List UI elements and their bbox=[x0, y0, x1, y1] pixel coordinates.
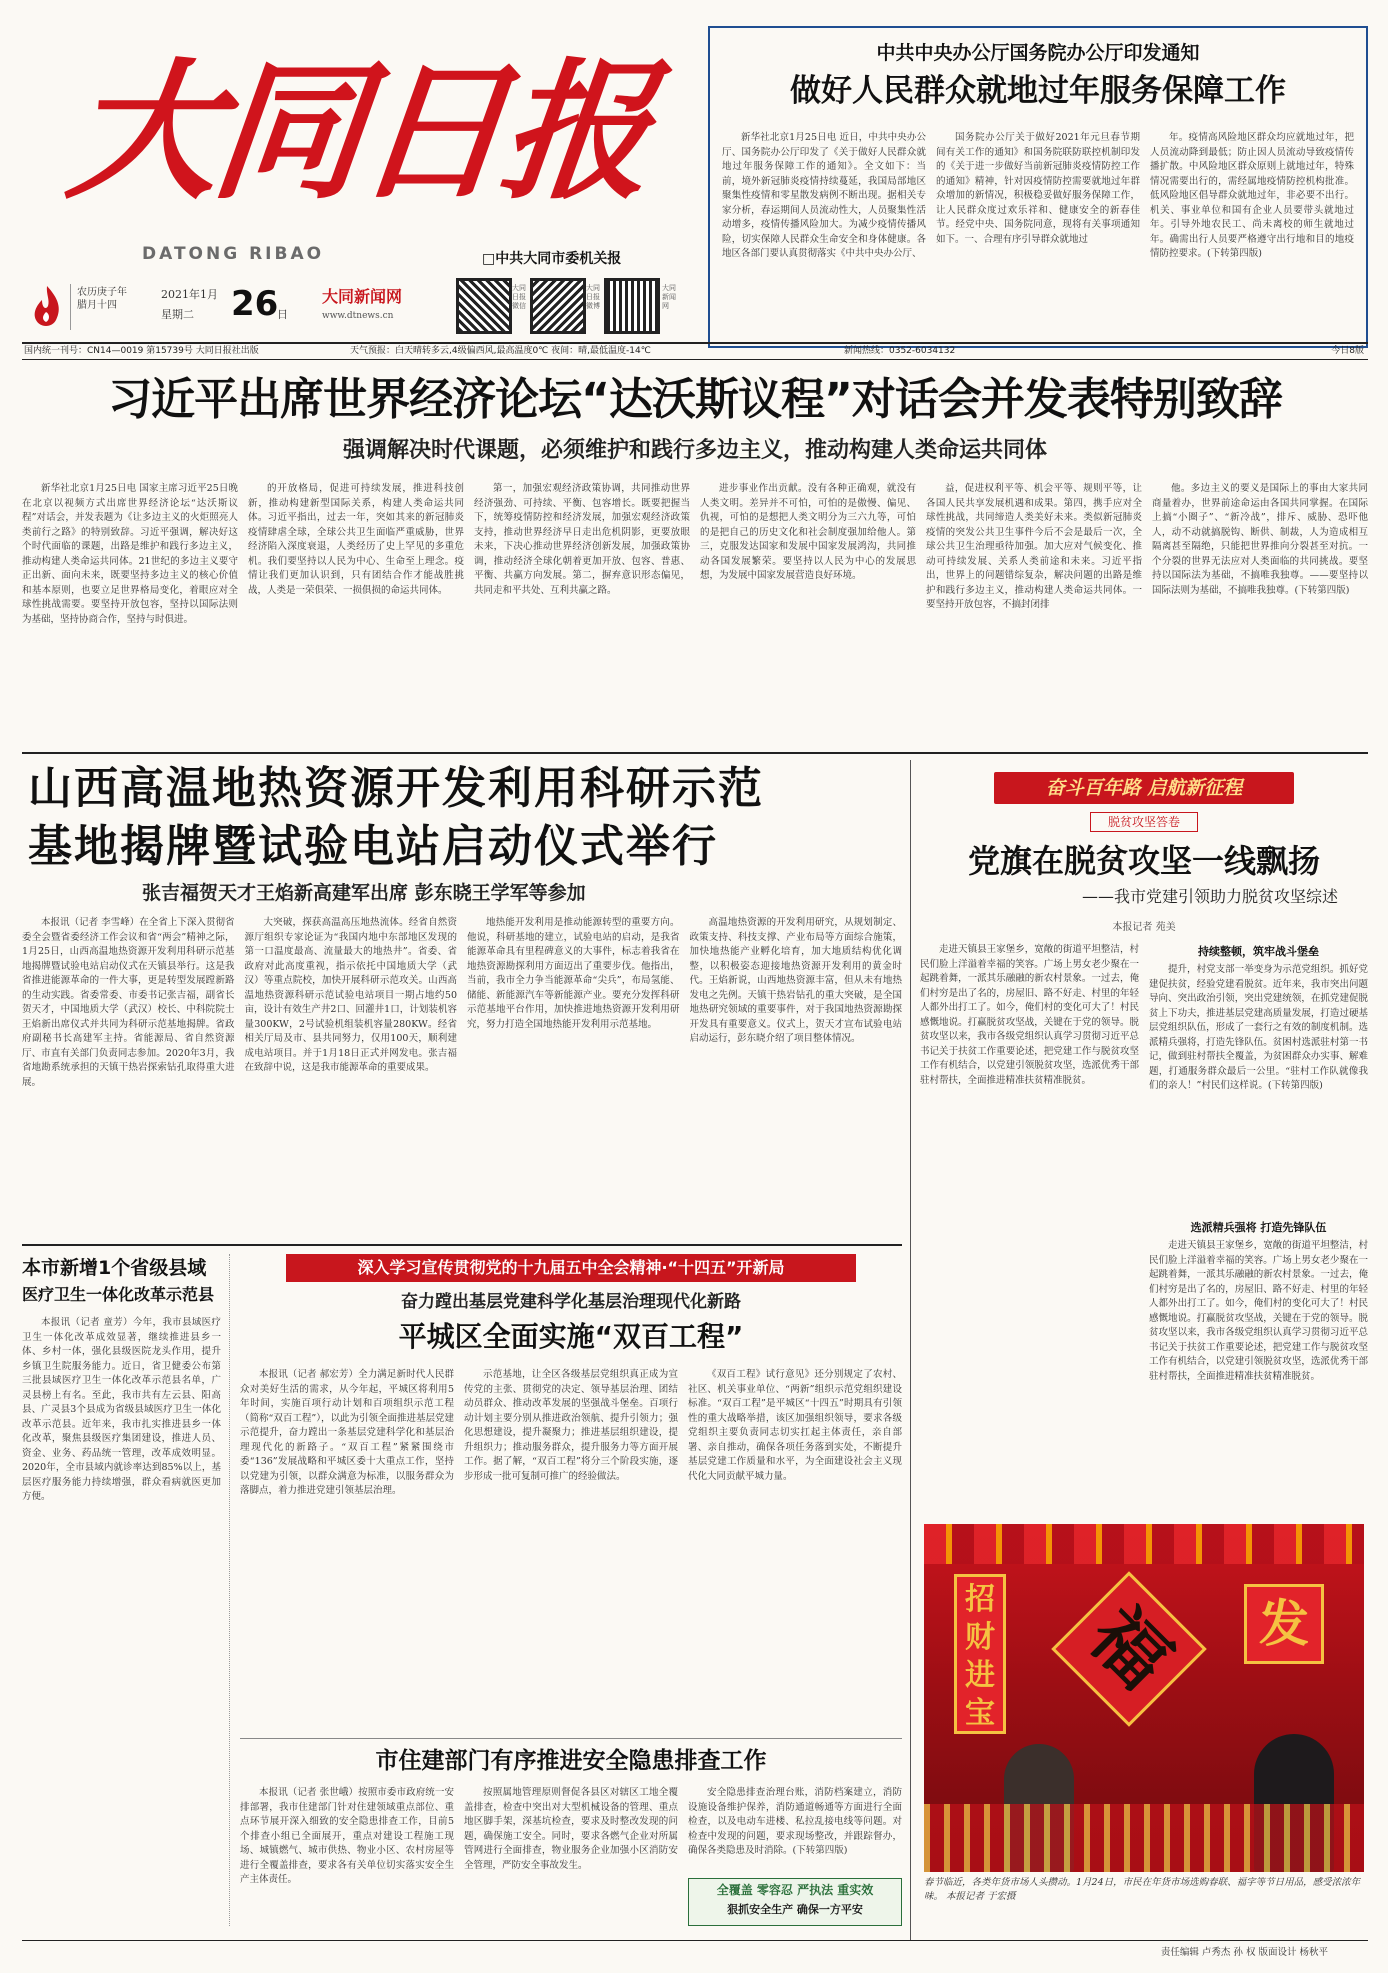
news-site-name: 大同新闻网 bbox=[322, 287, 403, 306]
weekday: 星期二 bbox=[161, 308, 194, 321]
divider-main bbox=[22, 752, 1368, 754]
poverty-section-1: 持续整顿，筑牢战斗堡垒 bbox=[1198, 945, 1319, 958]
poverty-tag: 脱贫攻坚答卷 bbox=[1090, 812, 1198, 832]
housing-col-1: 本报讯（记者 张世峨）按照市委市政府统一安排部署，我市住建部门针对住建领域重点部位、重点环节展开深入细致的安全隐患排查工作，目前5个排查小组已全面展开，重点对建设工程施工现场、城镇燃气、城市供热、物业小区、农村房屋等进行全覆盖排查，要求各有关单位切实落实安全生产主体责任。 bbox=[240, 1787, 454, 1885]
photo-sign-3: 发 bbox=[1244, 1584, 1324, 1664]
notice-col-3: 年。疫情高风险地区群众均应就地过年，把人员流动降到最低；防止因人员流动导致疫情传播扩散。中风险地区群众原则上就地过年，特殊情况需要出行的，需经属地疫情防控机构批准。低风险地区倡导群众就地过年，非必要不出行。机关、事业单位和国有企业人员要带头就地过年。引导外地农民工、尚未离校的师生就地过年。确需出行人员要严格遵守出行地和目的地疫情防控要求。(下转第四版) bbox=[1150, 132, 1354, 259]
housing-headline: 市住建部门有序推进安全隐患排查工作 bbox=[375, 1748, 767, 1774]
info-bar bbox=[22, 342, 1368, 360]
english-name: DATONG RIBAO bbox=[142, 244, 325, 264]
masthead-logo: 大同日报 bbox=[60, 44, 656, 220]
hotline: 新闻热线：0352-6034132 bbox=[844, 346, 956, 356]
lunar-date: 农历庚子年 腊月十四 bbox=[77, 287, 127, 311]
poverty-col-1: 走进天镇县王家堡乡，宽敞的街道平坦整洁，村民们脸上洋溢着幸福的笑容。广场上男女老少聚在一起跳着舞，一派其乐融融的新农村景象。一过去，俺们村穷是出了名的，房屋旧、路不好走、村里的年轻人都外出打工了。如今，俺们村的变化可大了！村民感慨地说。打赢脱贫攻坚战，关键在于党的领导。脱贫攻坚以来，我市各级党组织认真学习贯彻习近平总书记关于扶贫工作重要论述，把党建工作与脱贫攻坚工作有机结合，以党建引领脱贫攻坚，选派优秀干部驻村帮扶，全面推进精准扶贫精准脱贫。 bbox=[920, 944, 1139, 1086]
main-col-4: 进步事业作出贡献。没有各种正确观，就没有人类文明。差异并不可怕，可怕的是傲慢、偏见、仇视，可怕的是想把人类文明分为三六九等，可怕的是把自己的历史文化和社会制度强加给他人。第三，克服发达国家和发展中国家发展鸿沟，共同推动各国发展繁荣。要坚持以人民为中心的发展思想，为发展中国家发展营造良好环境。 bbox=[700, 483, 916, 581]
main-columns bbox=[22, 482, 1368, 698]
main-col-5: 益，促进权利平等、机会平等、规则平等，让各国人民共享发展机遇和成果。第四，携手应对全球性挑战，共同缔造人类美好未来。类似新冠肺炎疫情的突发公共卫生事件今后不会是最后一次，全球公共卫生治理亟待加强。加大应对气候变化、推动可持续发展、关系人类前途和未来。习近平指出，世界上的问题错综复杂，解决问题的出路是维护和践行多边主义，推动构建人类命运共同体。一要坚持开放包容，不搞封闭排 bbox=[926, 483, 1142, 610]
medical-story bbox=[22, 1254, 230, 1926]
issue-day-suffix: 日 bbox=[277, 308, 288, 321]
pingcheng-col-2: 示范基地，让全区各级基层党组织真正成为宣传党的主张、贯彻党的决定、领导基层治理、团结动员群众、推动改革发展的坚强战斗堡垒。百项行动计划主要分别从推进政治领航、提升引领力；强化思想建设，提升凝聚力；推进基层组织建设，提升组织力；推动服务群众，提升服务力等方面开展工作。据了解，“双百工程”将分三个阶段实施，逐步形成一批可复制可推广的经验做法。 bbox=[464, 1369, 678, 1482]
qr-code-2-icon bbox=[530, 278, 586, 334]
geothermal-col-4: 高温地热资源的开发利用研究，从规划制定、政策支持、科技支撑、产业布局等方面综合施策，加快地热能产业孵化培育，加大地质结构优化调整，以积极姿态迎接地热资源开发利用的黄金时代。王焰新说，山西地热资源丰富，但从未有地热发电之先例。天镇干热岩钻孔的重大突破，是全国地热研究领域的重要事件，对于我国地热资源勘探开发具有重要意义。仪式上，贺天才宣布试验电站启动运行，彭东晓介绍了项目整体情况。 bbox=[689, 917, 902, 1044]
pingcheng-banner bbox=[286, 1254, 856, 1282]
notice-col-2: 国务院办公厅关于做好2021年元旦春节期间有关工作的通知》和国务院联防联控机制印发的《关于进一步做好当前新冠肺炎疫情防控工作的通知》精神，针对因疫情防控需要就地过年群众增加的新情况，积极稳妥做好服务保障工作，让人民群众度过欢乐祥和、健康安全的新春佳节。经党中央、国务院同意，现将有关事项通知如下。一、合理有序引导群众就地过 bbox=[936, 132, 1140, 245]
main-col-2: 的开放格局，促进可持续发展，推进科技创新，推动构建新型国际关系，构建人类命运共同体。习近平指出，过去一年，突如其来的新冠肺炎疫情肆虐全球，全球公共卫生面临严重威胁，世界经济陷入深度衰退，人类经历了史上罕见的多重危机。我们要坚持以人民为中心、生命至上理念。疫情让我们更加认识到，只有团结合作才能战胜挑战，人类是一荣俱荣、一损俱损的命运共同体。 bbox=[248, 483, 464, 596]
date-block bbox=[70, 284, 330, 330]
qr-label-1: 大同日报微信 bbox=[512, 284, 526, 310]
geothermal-columns bbox=[22, 916, 902, 1228]
photo-caption: 春节临近，各类年货市场人头攒动。1月24日，市民在年货市场选购春联、福字等节日用品，感受浓浓年味。 本报记者 于宏摄 bbox=[924, 1877, 1361, 1902]
qr-label-2: 大同日报微博 bbox=[586, 284, 600, 310]
geothermal-subheadline: 张吉福贺天才王焰新高建军出席 彭东晓王学军等参加 bbox=[142, 882, 586, 904]
poverty-col-1-wrap bbox=[920, 943, 1139, 1453]
pingcheng-columns bbox=[240, 1368, 902, 1718]
news-site-logo bbox=[322, 284, 442, 330]
geothermal-col-2: 大突破，探获高温高压地热流体。经省自然资源厅组织专家论证为“我国内地中东部地区发现的第一口温度最高、流量最大的地热井”。省委、省政府对此高度重视，指示依托中国地质大学（武汉）等重点院校，加快开展科研示范攻关。山西高温地热资源科研示范试验电站项目一期占地约50亩，设计有效生产井2口、回灌井1口，计划装机容量300KW，2号试验机组装机容量280KW。经省相关厅局及市、县共同努力，仅用100天，顺利建成电站项目。并于1月18日正式并网发电。张吉福在致辞中说，这是我市能源革命的重要成果。 bbox=[244, 917, 457, 1073]
divider-pingcheng bbox=[240, 1738, 902, 1739]
poverty-subheadline: ——我市党建引领助力脱贫攻坚综述 bbox=[1081, 887, 1338, 906]
housing-slogan-2: 狠抓安全生产 确保一方平安 bbox=[727, 1903, 863, 1916]
medical-headline-2: 医疗卫生一体化改革示范县 bbox=[22, 1285, 215, 1304]
notice-headline: 做好人民群众就地过年服务保障工作 bbox=[790, 73, 1286, 109]
photo-lantern-strip bbox=[924, 1524, 1364, 1564]
poverty-banner-text: 奋斗百年路 启航新征程 bbox=[1045, 777, 1243, 799]
divider-geothermal bbox=[22, 1244, 902, 1246]
top-notice bbox=[708, 26, 1368, 348]
main-headline bbox=[22, 368, 1368, 432]
weather: 天气预报：白天晴转多云,4级偏西风,最高温度0℃ 夜间：晴,最低温度-14℃ bbox=[350, 346, 651, 356]
page-count: 今日8版 bbox=[1331, 346, 1364, 356]
main-headline-b: 达沃斯议程 bbox=[609, 374, 824, 425]
pingcheng-story bbox=[240, 1254, 902, 1734]
pingcheng-col-3: 《双百工程》试行意见》还分别规定了农村、社区、机关事业单位、“两新”组织示范党组织建设标准。“双百工程”是平城区“十四五”时期具有引领性的重大战略举措，该区加强组织领导，要求各级党组织主要负责同志切实扛起主体责任，亲自部署、亲自推动，确保各项任务落到实处，不断提升基层党建工作质量和水平，为全面建设社会主义现代化大同贡献平城力量。 bbox=[688, 1369, 902, 1482]
main-headline-a: 习近平出席世界经济论坛“ bbox=[108, 374, 609, 425]
main-col-3: 第一，加强宏观经济政策协调，共同推动世界经济强劲、可持续、平衡、包容增长。既要把握当下，统筹疫情防控和经济发展，加强宏观经济政策支持，推动世界经济早日走出危机阴影，更要放眼未来，下决心推动世界经济创新发展，加强政策协调，推动经济全球化朝着更加开放、包容、普惠、平衡、共赢方向发展。第二，摒弃意识形态偏见，共同走和平共处、互利共赢之路。 bbox=[474, 483, 690, 596]
pingcheng-kicker: 奋力蹚出基层党建科学化基层治理现代化新路 bbox=[401, 1292, 741, 1312]
geothermal-headline-2: 基地揭牌暨试验电站启动仪式举行 bbox=[28, 821, 718, 872]
footer bbox=[22, 1940, 1368, 1960]
housing-columns bbox=[240, 1786, 902, 1926]
geothermal-col-3: 地热能开发利用是推动能源转型的重要方向。他说，科研基地的建立，试验电站的启动，是我省能源革命具有里程碑意义的大事件，标志着我省在地热资源勘探利用方面迈出了重要步伐。他指出，当前，我市全力争当能源革命“尖兵”，布局氢能、储能、新能源汽车等新能源产业。要充分发挥科研示范基地平台作用，加快推进地热资源开发利用研究，努力打造全国地热能开发利用示范基地。 bbox=[467, 917, 680, 1030]
geothermal-story bbox=[22, 760, 902, 1238]
flame-logo-icon bbox=[28, 284, 66, 330]
housing-col-3-wrap bbox=[688, 1786, 902, 1926]
medical-text: 本报讯（记者 童芳）今年，我市县域医疗卫生一体化改革成效显著，继续推进县乡一体、乡村一体，强化县级医院龙头作用，提升乡镇卫生院服务能力。近日，省卫健委公布第三批县域医疗卫生一体化改革示范县名单，广灵县榜上有名。至此，我市共有左云县、阳高县、广灵县3个县成为省级县域医疗卫生一体化改革示范县。近年来，我市扎实推进县乡一体化改革，聚焦县级医疗集团建设，推进人员、资金、业务、药品统一管理，改革成效明显。2020年，全市县域内就诊率达到85%以上，基层医疗服务能力持续增强，群众看病就医更加方便。 bbox=[22, 1317, 221, 1502]
qr-code-1-icon bbox=[456, 278, 512, 334]
poverty-story bbox=[920, 772, 1368, 1518]
medical-headline-1: 本市新增1个省级县域 bbox=[22, 1257, 207, 1279]
photo bbox=[924, 1524, 1364, 1872]
housing-col-2: 按照属地管理原则督促各县区对辖区工地全覆盖排查，检查中突出对大型机械设备的管理、重点地区脚手架，深基坑检查，要求及时整改发现的问题，确保施工安全。同时，要求各燃气企业对所属管网进行全面排查，物业服务企业加强小区消防安全管理，严防安全事故发生。 bbox=[464, 1787, 678, 1871]
pingcheng-banner-text: 深入学习宣传贯彻党的十九届五中全会精神·“十四五”开新局 bbox=[357, 1258, 785, 1277]
main-headline-c: ”对话会并发表特别致辞 bbox=[824, 374, 1282, 425]
housing-slogan-box bbox=[688, 1878, 902, 1926]
qr-label-3: 大同新闻网 bbox=[662, 284, 676, 310]
poverty-byline: 本报记者 苑美 bbox=[1112, 922, 1176, 933]
notice-columns bbox=[722, 131, 1354, 331]
photo-lights bbox=[924, 1804, 1364, 1872]
issue-day: 26 bbox=[231, 284, 279, 324]
housing-col-3: 安全隐患排查治理台账，消防档案建立，消防设施设备维护保养，消防通道畅通等方面进行全面检查，以及电动车进楼、私拉乱接电线等问题。对检查中发现的问题，要求现场整改，并跟踪督办，确保各类隐患及时消除。(下转第四版) bbox=[688, 1787, 902, 1856]
poverty-col-2b: 走进天镇县王家堡乡，宽敞的街道平坦整洁，村民们脸上洋溢着幸福的笑容。广场上男女老少聚在一起跳着舞，一派其乐融融的新农村景象。一过去，俺们村穷是出了名的，房屋旧、路不好走、村里的年轻人都外出打工了。如今，俺们村的变化可大了！村民感慨地说。打赢脱贫攻坚战，关键在于党的领导。脱贫攻坚以来，我市各级党组织认真学习贯彻习近平总书记关于扶贫工作重要论述，把党建工作与脱贫攻坚工作有机结合，以党建引领脱贫攻坚，选派优秀干部驻村帮扶，全面推进精准扶贫精准脱贫。 bbox=[1149, 1240, 1368, 1382]
issue-date: 2021年1月 bbox=[161, 288, 218, 301]
main-col-1: 新华社北京1月25日电 国家主席习近平25日晚在北京以视频方式出席世界经济论坛“达沃斯议程”对话会，并发表题为《让多边主义的火炬照亮人类前行之路》的特别致辞。习近平强调，解决好这个时代面临的课题，出路是维护和践行多边主义，推动构建人类命运共同体。21世纪的多边主义要守正出新、面向未来，既要坚持多边主义的核心价值和基本原则，也要立足世界格局变化，着眼应对全球性挑战需要。要坚持开放包容，坚持以国际法则为基础，坚持协商合作，坚持与时俱进。 bbox=[22, 483, 238, 625]
main-col-6: 他。多边主义的要义是国际上的事由大家共同商量着办，世界前途命运由各国共同掌握。在国际上搞“小圈子”、“新冷战”，排斥、威胁、恐吓他人，动不动就搞脱钩、断供、制裁，人为造成相互隔离甚至隔绝，只能把世界推向分裂甚至对抗。一个分裂的世界无法应对人类面临的共同挑战。要坚持以国际法为基础，不搞唯我独尊。——要坚持以国际法则为基础，不搞唯我独尊。(下转第四版) bbox=[1152, 483, 1368, 596]
masthead bbox=[22, 22, 702, 352]
vertical-divider-right bbox=[910, 760, 911, 1940]
poverty-headline: 党旗在脱贫攻坚一线飘扬 bbox=[967, 842, 1320, 880]
news-site-url: www.dtnews.cn bbox=[322, 311, 394, 321]
geothermal-headline-1: 山西高温地热资源开发利用科研示范 bbox=[28, 763, 764, 814]
footer-editor: 责任编辑 卢秀杰 孙 权 版面设计 杨秋平 bbox=[1160, 1947, 1328, 1958]
photo-sign-2: 福 bbox=[1051, 1571, 1207, 1727]
pingcheng-col-1: 本报讯（记者 郝宏芳）全力满足新时代人民群众对美好生活的需求，从今年起，平城区将利用5年时间，实施百项行动计划和百项组织示范工程（简称“双百工程”），以此为引领全面推进基层党建示范提升，奋力蹚出一条基层党建科学化和基层治理现代化的新路子。“双百工程”紧紧围绕市委“136”发展战略和平城区委十大重点工作，坚持以党建为引领，以群众满意为标准，以服务群众为落脚点，着力推进党建引领基层治理。 bbox=[240, 1369, 454, 1496]
poverty-columns bbox=[920, 943, 1368, 1453]
poverty-col-2-wrap bbox=[1149, 943, 1368, 1453]
notice-kicker: 中共中央办公厅国务院办公厅印发通知 bbox=[876, 42, 1200, 64]
main-story bbox=[22, 368, 1368, 754]
notice-col-1: 新华社北京1月25日电 近日，中共中央办公厅、国务院办公厅印发了《关于做好人民群众就地过年服务保障工作的通知》。全文如下：当前，境外新冠肺炎疫情持续蔓延，我国局部地区聚集性疫情和零星散发病例不断出现。据相关专家分析，春运期间人员流动性大，人员聚集性活动增多，疫情传播风险加大。为减少疫情传播风险，切实保障人民群众生命安全和身体健康。各地区各部门要认真贯彻落实《中共中央办公厅、 bbox=[722, 132, 926, 259]
poverty-banner bbox=[994, 772, 1294, 804]
housing-story bbox=[240, 1744, 902, 1930]
qr-code-3-icon bbox=[604, 278, 660, 334]
issue-info: 国内统一刊号：CN14—0019 第15739号 大同日报社出版 bbox=[24, 346, 259, 356]
geothermal-col-1: 本报讯（记者 李雪峰）在全省上下深入贯彻省委全会暨省委经济工作会议和省“两会”精神之际，1月25日，山西高温地热资源开发利用科研示范基地揭牌暨试验电站启动仪式在天镇县举行。这是我省推进能源革命的一件大事，更是转型发展蹚新路的生动实践。省委常委、市委书记张吉福，副省长贺天才，中国地质大学（武汉）校长、中科院院士王焰新出席仪式并共同为科研示范基地揭牌。省政府副秘书长高建军主持。省能源局、省自然资源厅、市直有关部门负责同志参加。2020年3月，我省地勘系统承担的天镇干热岩探索钻孔取得重大进展。 bbox=[22, 917, 235, 1088]
sponsor: □中共大同市委机关报 bbox=[482, 251, 622, 267]
main-subheadline: 强调解决时代课题，必须维护和践行多边主义，推动构建人类命运共同体 bbox=[342, 438, 1047, 463]
pingcheng-headline: 平城区全面实施“双百工程” bbox=[398, 1320, 744, 1353]
housing-slogans: 全覆盖 零容忍 严执法 重实效 bbox=[716, 1883, 874, 1897]
poverty-col-2: 提升，村党支部一举变身为示范党组织。抓好党建促扶贫，经验党建看脱贫。近年来，我市突出问题导向、突出政治引领，突出党建统领，在抓党建促脱贫上下功夫，推进基层党建高质量发展，打造过硬基层党组织队伍，形成了一套行之有效的制度机制。选派精兵强将，打造先锋队伍。贫困村选派驻村第一书记，做到驻村帮扶全覆盖，为贫困群众办实事、解难题，打通服务群众最后一公里。“驻村工作队就像我们的亲人！”村民们这样说。(下转第四版) bbox=[1149, 964, 1368, 1091]
photo-sign-1: 招财进宝 bbox=[954, 1574, 1006, 1734]
poverty-section-2: 选派精兵强将 打造先锋队伍 bbox=[1190, 1221, 1327, 1234]
